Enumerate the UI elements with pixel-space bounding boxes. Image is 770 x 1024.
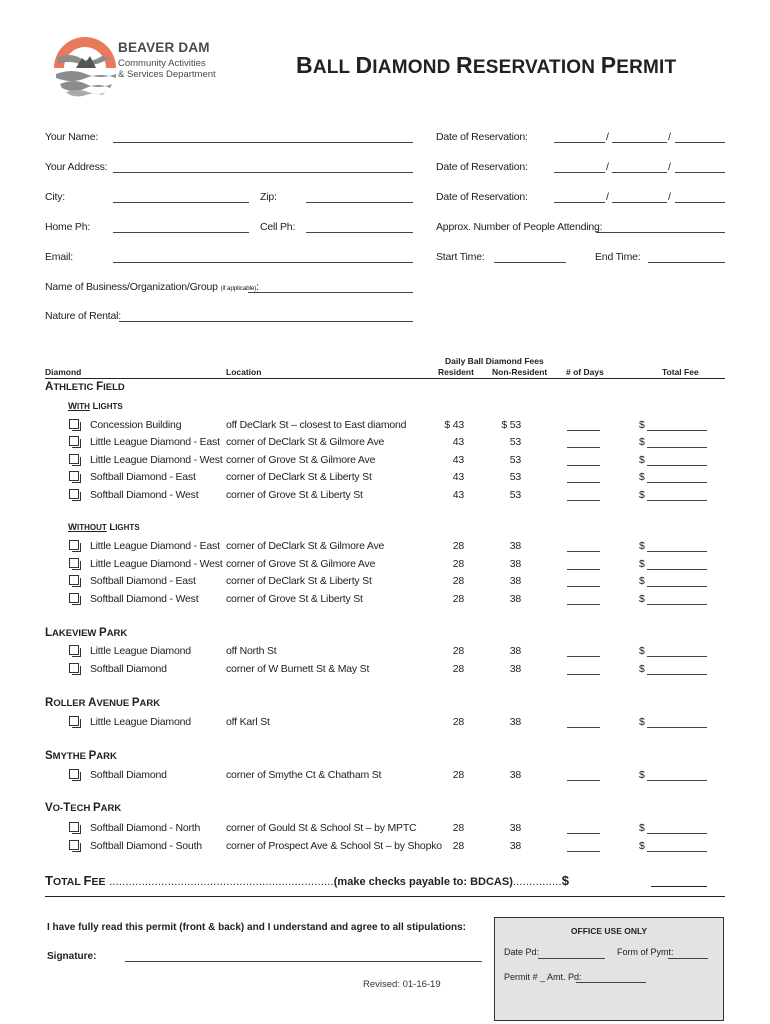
row-location: corner of Grove St & Liberty St — [226, 593, 363, 605]
date-slash: / — [606, 191, 609, 203]
row-diamond: Concession Building — [90, 419, 182, 431]
row-days-field[interactable] — [567, 482, 600, 483]
row-diamond: Little League Diamond — [90, 716, 191, 728]
row-dollar: $ — [639, 840, 645, 852]
row-resident-fee: 28 — [452, 822, 464, 834]
row-total-field[interactable] — [647, 656, 707, 657]
row-dollar: $ — [639, 540, 645, 552]
row-location: corner of Prospect Ave & School St – by Shopko — [226, 840, 442, 852]
city-label: City: — [45, 191, 66, 203]
date-3-month[interactable] — [554, 202, 605, 203]
checkbox-little-league-east-lit[interactable] — [69, 436, 79, 446]
email-field[interactable] — [113, 262, 413, 263]
date-3-day[interactable] — [612, 202, 667, 203]
row-diamond: Little League Diamond - West — [90, 558, 223, 570]
row-nonresident-fee: 38 — [509, 558, 521, 570]
checkbox-lakeview-softball[interactable] — [69, 663, 79, 673]
row-dollar: $ — [639, 575, 645, 587]
row-days-field[interactable] — [567, 656, 600, 657]
your-address-field[interactable] — [113, 172, 413, 173]
checkbox-softball-west-unlit[interactable] — [69, 593, 79, 603]
home-phone-field[interactable] — [113, 232, 249, 233]
row-location: corner of DeClark St & Liberty St — [226, 471, 372, 483]
row-nonresident-fee: 38 — [509, 822, 521, 834]
your-name-field[interactable] — [113, 142, 413, 143]
row-total-field[interactable] — [647, 586, 707, 587]
logo-name: BEAVER DAM — [118, 40, 210, 55]
total-fee-field[interactable] — [651, 886, 707, 887]
row-nonresident-fee: 38 — [509, 663, 521, 675]
nature-label: Nature of Rental: — [45, 310, 121, 322]
row-days-field[interactable] — [567, 727, 600, 728]
cell-phone-label: Cell Ph: — [260, 221, 296, 233]
date-1-month[interactable] — [554, 142, 605, 143]
row-location: corner of Grove St & Gilmore Ave — [226, 558, 376, 570]
cell-phone-field[interactable] — [306, 232, 413, 233]
row-days-field[interactable] — [567, 447, 600, 448]
your-name-label: Your Name: — [45, 131, 99, 143]
start-time-field[interactable] — [494, 262, 566, 263]
row-resident-fee: 28 — [452, 840, 464, 852]
header-non-resident: Non-Resident — [492, 367, 548, 377]
office-use-box — [494, 917, 724, 1021]
date-2-month[interactable] — [554, 172, 605, 173]
row-diamond: Little League Diamond - East — [90, 540, 220, 552]
row-resident-fee: 28 — [452, 663, 464, 675]
row-total-field[interactable] — [647, 569, 707, 570]
section-smythe-park: SMYTHE PARK — [45, 750, 117, 762]
attending-label: Approx. Number of People Attending: — [436, 221, 603, 233]
revised-date: Revised: 01-16-19 — [363, 979, 441, 990]
row-resident-fee: 28 — [452, 558, 464, 570]
date-slash: / — [606, 131, 609, 143]
row-dollar: $ — [639, 558, 645, 570]
row-nonresident-fee: 38 — [509, 593, 521, 605]
date-slash: / — [606, 161, 609, 173]
row-total-field[interactable] — [647, 780, 707, 781]
end-time-field[interactable] — [648, 262, 725, 263]
checkbox-votech-softball-south[interactable] — [69, 840, 79, 850]
header-days: # of Days — [566, 367, 604, 377]
row-resident-fee: 28 — [452, 593, 464, 605]
signature-label: Signature: — [47, 951, 97, 962]
office-title: OFFICE USE ONLY — [570, 926, 648, 936]
date-reservation-label-1: Date of Reservation: — [436, 131, 528, 143]
header-divider — [45, 378, 725, 379]
row-total-field[interactable] — [647, 447, 707, 448]
row-total-field[interactable] — [647, 833, 707, 834]
row-resident-fee: 28 — [452, 769, 464, 781]
date-slash: / — [668, 161, 671, 173]
row-total-field[interactable] — [647, 500, 707, 501]
header-diamond: Diamond — [45, 367, 82, 377]
row-total-field[interactable] — [647, 851, 707, 852]
row-total-field[interactable] — [647, 482, 707, 483]
header-daily-fees: Daily Ball Diamond Fees — [445, 356, 544, 366]
row-days-field[interactable] — [567, 604, 600, 605]
row-nonresident-fee: 38 — [509, 840, 521, 852]
row-location: corner of Grove St & Gilmore Ave — [226, 454, 376, 466]
page-title: BALL DIAMOND RESERVATION PERMIT — [296, 52, 677, 78]
date-1-year[interactable] — [675, 142, 725, 143]
business-field[interactable] — [248, 292, 413, 293]
row-location: corner of DeClark St & Gilmore Ave — [226, 540, 385, 552]
checkbox-softball-east-unlit[interactable] — [69, 575, 79, 585]
date-1-day[interactable] — [612, 142, 667, 143]
row-resident-fee: $ 43 — [444, 419, 464, 431]
date-reservation-label-2: Date of Reservation: — [436, 161, 528, 173]
row-location: off Karl St — [226, 716, 270, 728]
row-total-field[interactable] — [647, 604, 707, 605]
section-athletic-field: ATHLETIC FIELD — [45, 381, 125, 393]
row-resident-fee: 28 — [452, 645, 464, 657]
row-total-field[interactable] — [647, 674, 707, 675]
row-days-field[interactable] — [567, 851, 600, 852]
checkbox-roller-little-league[interactable] — [69, 716, 79, 726]
row-resident-fee: 43 — [452, 471, 464, 483]
office-date-paid-label: Date Pd: — [504, 947, 540, 957]
row-dollar: $ — [639, 645, 645, 657]
row-nonresident-fee: 38 — [509, 769, 521, 781]
row-location: off North St — [226, 645, 277, 657]
row-diamond: Softball Diamond - South — [90, 840, 202, 852]
row-nonresident-fee: 53 — [509, 436, 521, 448]
row-total-field[interactable] — [647, 465, 707, 466]
header-resident: Resident — [438, 367, 474, 377]
nature-field[interactable] — [119, 321, 413, 322]
end-time-label: End Time: — [595, 251, 641, 263]
row-location: corner of Grove St & Liberty St — [226, 489, 363, 501]
checkbox-lakeview-little-league[interactable] — [69, 645, 79, 655]
header-total-fee: Total Fee — [662, 367, 699, 377]
row-diamond: Softball Diamond - West — [90, 593, 199, 605]
checkbox-softball-east-lit[interactable] — [69, 471, 79, 481]
agreement-statement: I have fully read this permit (front & back) and I understand and agree to all stipulations: — [47, 922, 466, 933]
office-date-paid-field[interactable] — [538, 958, 605, 959]
row-location: corner of DeClark St & Liberty St — [226, 575, 372, 587]
date-slash: / — [668, 131, 671, 143]
checkbox-little-league-west-unlit[interactable] — [69, 558, 79, 568]
row-dollar: $ — [639, 454, 645, 466]
checkbox-little-league-west-lit[interactable] — [69, 454, 79, 464]
footer-divider — [45, 896, 725, 897]
row-days-field[interactable] — [567, 780, 600, 781]
row-days-field[interactable] — [567, 586, 600, 587]
beaver-dam-logo — [50, 28, 120, 98]
zip-field[interactable] — [306, 202, 413, 203]
total-fee-line: TOTAL FEE .....................................................................(make checks payable to: BDCAS)...............$ — [45, 873, 569, 888]
section-lakeview-park: LAKEVIEW PARK — [45, 627, 128, 639]
row-days-field[interactable] — [567, 569, 600, 570]
date-slash: / — [668, 191, 671, 203]
row-resident-fee: 43 — [452, 489, 464, 501]
home-phone-label: Home Ph: — [45, 221, 91, 233]
your-address-label: Your Address: — [45, 161, 108, 173]
row-diamond: Little League Diamond — [90, 645, 191, 657]
row-nonresident-fee: 53 — [509, 489, 521, 501]
row-days-field[interactable] — [567, 674, 600, 675]
subsection-with-lights: WITH LIGHTS — [68, 401, 123, 412]
checkbox-concession-building[interactable] — [69, 419, 79, 429]
row-total-field[interactable] — [647, 727, 707, 728]
row-diamond: Little League Diamond - East — [90, 436, 220, 448]
row-diamond: Softball Diamond - East — [90, 471, 196, 483]
zip-label: Zip: — [260, 191, 277, 203]
row-resident-fee: 28 — [452, 716, 464, 728]
subsection-without-lights: WITHOUT LIGHTS — [68, 522, 140, 533]
section-vo-tech-park: VO-TECH PARK — [45, 802, 122, 814]
row-days-field[interactable] — [567, 465, 600, 466]
checkbox-votech-softball-north[interactable] — [69, 822, 79, 832]
row-dollar: $ — [639, 489, 645, 501]
section-roller-avenue-park: ROLLER AVENUE PARK — [45, 697, 161, 709]
business-label: Name of Business/Organization/Group (if applicable): — [45, 281, 259, 293]
row-location: corner of W Burnett St & May St — [226, 663, 370, 675]
checkbox-softball-west-lit[interactable] — [69, 489, 79, 499]
row-total-field[interactable] — [647, 430, 707, 431]
row-days-field[interactable] — [567, 833, 600, 834]
office-form-payment-label: Form of Pymt: — [617, 947, 674, 957]
row-nonresident-fee: 53 — [509, 471, 521, 483]
row-resident-fee: 43 — [452, 454, 464, 466]
row-nonresident-fee: 53 — [509, 454, 521, 466]
row-resident-fee: 43 — [452, 436, 464, 448]
row-nonresident-fee: 38 — [509, 575, 521, 587]
row-total-field[interactable] — [647, 551, 707, 552]
checkbox-little-league-east-unlit[interactable] — [69, 540, 79, 550]
row-diamond: Softball Diamond - East — [90, 575, 196, 587]
row-diamond: Softball Diamond — [90, 663, 167, 675]
row-dollar: $ — [639, 716, 645, 728]
row-nonresident-fee: 38 — [509, 716, 521, 728]
office-form-payment-field[interactable] — [668, 958, 708, 959]
date-3-year[interactable] — [675, 202, 725, 203]
row-diamond: Little League Diamond - West — [90, 454, 223, 466]
row-dollar: $ — [639, 769, 645, 781]
row-dollar: $ — [639, 663, 645, 675]
row-nonresident-fee: 38 — [509, 540, 521, 552]
row-days-field[interactable] — [567, 551, 600, 552]
row-dollar: $ — [639, 822, 645, 834]
row-nonresident-fee: $ 53 — [501, 419, 521, 431]
logo-subtitle: Community Activities & Services Department — [118, 58, 216, 80]
row-dollar: $ — [639, 471, 645, 483]
office-permit-label: Permit # _ Amt. Pd: — [504, 972, 582, 982]
row-location: corner of Gould St & School St – by MPTC — [226, 822, 417, 834]
row-dollar: $ — [639, 593, 645, 605]
row-diamond: Softball Diamond — [90, 769, 167, 781]
row-resident-fee: 28 — [452, 575, 464, 587]
email-label: Email: — [45, 251, 73, 263]
row-diamond: Softball Diamond - West — [90, 489, 199, 501]
date-2-year[interactable] — [675, 172, 725, 173]
row-days-field[interactable] — [567, 430, 600, 431]
attending-field[interactable] — [596, 232, 725, 233]
header-location: Location — [226, 367, 262, 377]
row-nonresident-fee: 38 — [509, 645, 521, 657]
row-location: corner of DeClark St & Gilmore Ave — [226, 436, 385, 448]
row-dollar: $ — [639, 436, 645, 448]
row-location: off DeClark St – closest to East diamond — [226, 419, 407, 431]
office-permit-field[interactable] — [576, 982, 646, 983]
city-field[interactable] — [113, 202, 249, 203]
signature-field[interactable] — [125, 961, 482, 962]
checkbox-smythe-softball[interactable] — [69, 769, 79, 779]
date-reservation-label-3: Date of Reservation: — [436, 191, 528, 203]
row-resident-fee: 28 — [452, 540, 464, 552]
date-2-day[interactable] — [612, 172, 667, 173]
row-days-field[interactable] — [567, 500, 600, 501]
start-time-label: Start Time: — [436, 251, 485, 263]
row-dollar: $ — [639, 419, 645, 431]
row-diamond: Softball Diamond - North — [90, 822, 201, 834]
row-location: corner of Smythe Ct & Chatham St — [226, 769, 382, 781]
